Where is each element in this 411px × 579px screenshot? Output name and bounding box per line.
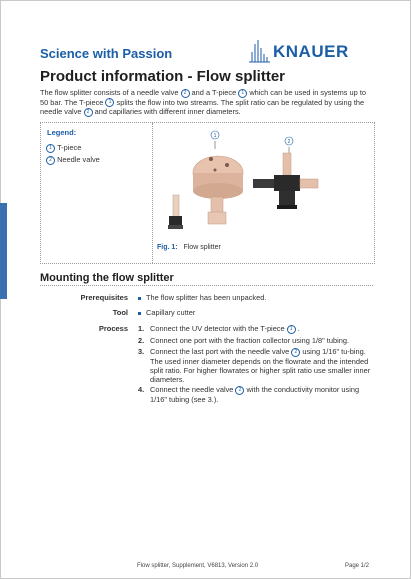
figure-caption-text: Flow splitter [183,244,221,251]
legend-item-needle-valve [46,155,100,165]
legend [41,123,153,263]
ref-needle-valve: 2 [84,108,93,117]
step-text: using 1/16" tu-bing. The used inner diameter depends on the flowrate and the intended split ratio. For higher flowrates or higher split ratio use smaller inner diameters. [150,347,371,384]
tool-item [138,308,195,317]
footer-doc-info: Flow splitter, Supplement, V6813, Version 2.0 [137,563,259,569]
prerequisites-item [138,293,266,302]
bullet-icon [138,297,141,300]
step-text: Connect one port with the fraction collector using 1/8" tubing. [150,336,350,345]
process-step-2 [138,336,374,345]
prerequisites-label: Prerequisites [80,293,128,302]
process-step-4 [138,385,374,404]
legend-number: 2 [46,156,55,165]
page-title: Product information - Flow splitter [40,68,285,85]
step-text: Connect the last port with the needle valve [150,347,292,356]
section-heading: Mounting the flow splitter [40,272,174,284]
footer-page-number: Page 1/2 [345,563,370,569]
process-label: Process [98,324,128,333]
intro-text: which can be used in systems up to 50 bar. The T-piece [40,88,366,107]
flow-splitter-illustration-icon [153,123,374,241]
intro-text: splits the flow into two streams. The split ratio can be regulated by using the needle valve [40,97,365,117]
tool-text: Capillary cutter [146,308,196,317]
figure-box [40,122,375,264]
ref-t-piece: 1 [287,325,296,334]
step-text: Connect the UV detector with the T-piece [150,324,287,333]
step-number: 3. [138,347,145,356]
legend-number: 1 [46,144,55,153]
ref-t-piece: 1 [238,89,247,98]
callout-2-label: 2 [287,139,291,145]
bullet-icon [138,312,141,315]
step-number: 1. [138,324,145,333]
process-step-1 [138,324,374,334]
slogan: Science with Passion [40,46,173,61]
legend-item-t-piece [46,143,81,153]
flow-splitter-figure [153,123,374,263]
step-text: with the conductivity monitor using 1/16" tubing (see 3.). [150,385,360,404]
step-number: 4. [138,385,145,394]
section-divider [40,285,373,286]
legend-title: Legend: [47,128,77,137]
intro-paragraph [40,88,374,117]
intro-text: and a T-piece [189,88,239,97]
prerequisites-text: The flow splitter has been unpacked. [146,293,267,302]
tool-label: Tool [112,308,128,317]
step-number: 2. [138,336,145,345]
ref-needle-valve: 2 [235,386,244,395]
process-step-3 [138,347,374,384]
figure-caption [157,244,221,251]
intro-text: and capillaries with different inner diameters. [92,107,241,117]
intro-text: The flow splitter consists of a needle valve [40,88,181,97]
ref-t-piece: 1 [105,98,114,107]
figure-number: Fig. 1: [157,244,178,251]
side-tab-marker [0,203,7,299]
ref-needle-valve: 2 [181,89,190,98]
callout-1-label: 1 [213,133,217,139]
legend-label: Needle valve [57,155,100,164]
logo-wordmark: KNAUER [273,42,349,61]
step-text: . [295,324,300,333]
legend-label: T-piece [57,143,82,152]
ref-needle-valve: 2 [291,348,300,357]
step-text: Connect the needle valve [150,385,236,394]
